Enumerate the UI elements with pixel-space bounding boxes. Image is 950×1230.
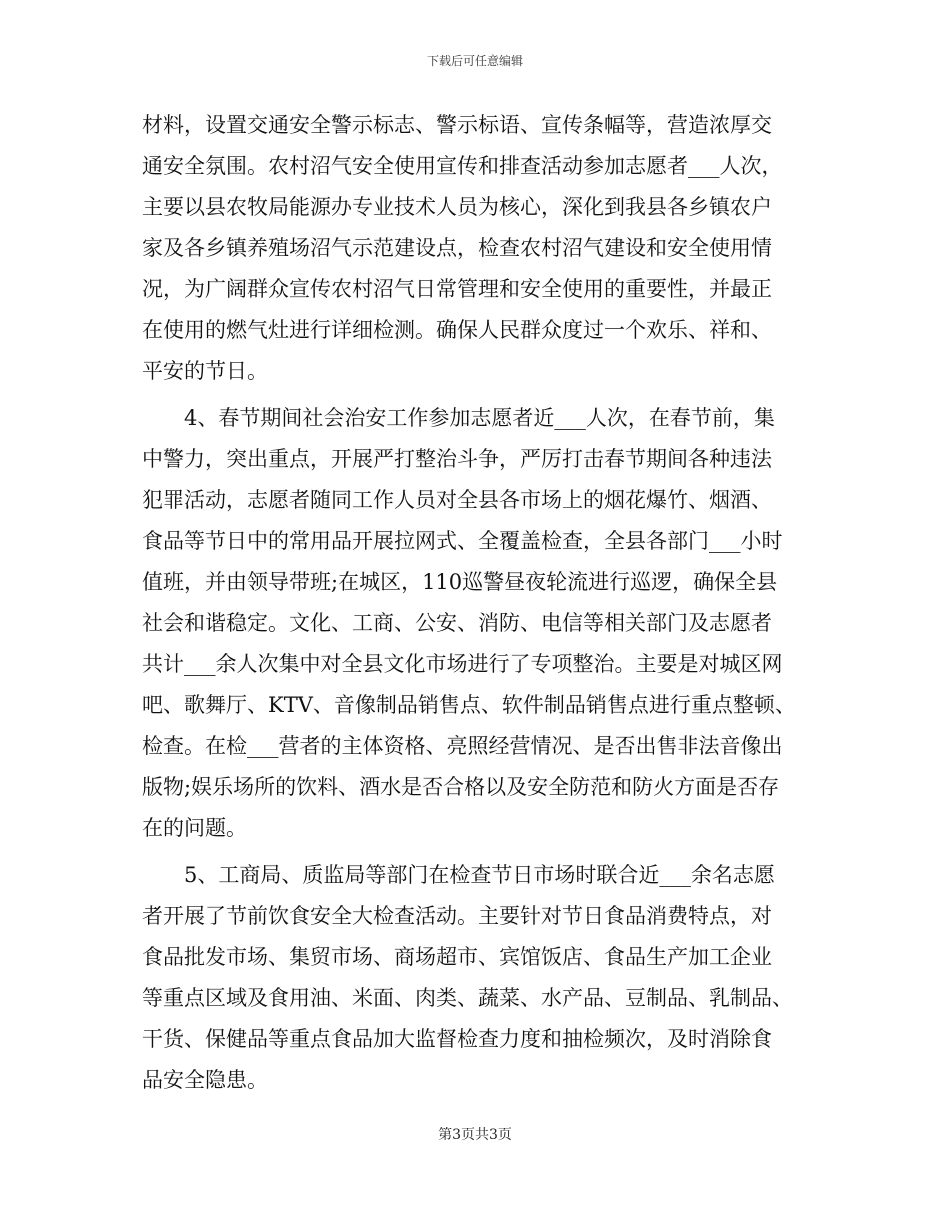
document-body (142, 105, 812, 1101)
text-line: 材料，设置交通安全警示标志、警示标语、宣传条幅等，营造浓厚交 (142, 113, 772, 137)
text-line: 中警力，突出重点，开展严打整治斗争，严厉打击春节期间各种违法 (142, 447, 772, 471)
text-line: 共计___余人次集中对全县文化市场进行了专项整治。主要是对城区网 (142, 652, 783, 676)
paragraph (142, 105, 812, 392)
text-line: 干货、保健品等重点食品加大监督检查力度和抽检频次，及时消除食 (142, 1027, 772, 1051)
text-line: 通安全氛围。农村沼气安全使用宣传和排查活动参加志愿者___人次， (142, 154, 783, 178)
text-line: 品安全隐患。 (142, 1068, 268, 1092)
text-line: 值班，并由领导带班;在城区，110巡警昼夜轮流进行巡逻，确保全县 (142, 570, 778, 594)
page-footer: 第3页共3页 (438, 1127, 512, 1143)
text-line: 吧、歌舞厅、KTV、音像制品销售点、软件制品销售点进行重点整顿、 (142, 693, 796, 717)
text-line: 平安的节日。 (142, 359, 268, 383)
text-line: 5、工商局、质监局等部门在检查节日市场时联合近___余名志愿 (142, 863, 775, 887)
text-line: 犯罪活动，志愿者随同工作人员对全县各市场上的烟花爆竹、烟酒、 (142, 488, 772, 512)
text-line: 者开展了节前饮食安全大检查活动。主要针对节日食品消费特点，对 (142, 904, 772, 928)
text-line: 版物;娱乐场所的饮料、酒水是否合格以及安全防范和防火方面是否存 (142, 775, 780, 799)
text-line: 4、春节期间社会治安工作参加志愿者近___人次，在春节前，集 (142, 406, 775, 430)
text-line: 主要以县农牧局能源办专业技术人员为核心，深化到我县各乡镇农户 (142, 195, 772, 219)
text-line: 食品等节日中的常用品开展拉网式、全覆盖检查，全县各部门___小时 (142, 529, 783, 553)
paragraph (142, 398, 812, 849)
text-line: 等重点区域及食用油、米面、肉类、蔬菜、水产品、豆制品、乳制品、 (142, 986, 793, 1010)
text-line: 检查。在检___营者的主体资格、亮照经营情况、是否出售非法音像出 (142, 734, 783, 758)
text-line: 况，为广阔群众宣传农村沼气日常管理和安全使用的重要性，并最正 (142, 277, 772, 301)
text-line: 食品批发市场、集贸市场、商场超市、宾馆饭店、食品生产加工企业 (142, 945, 772, 969)
page-header: 下载后可任意编辑 (426, 54, 523, 68)
paragraph (142, 855, 812, 1101)
text-line: 家及各乡镇养殖场沼气示范建设点，检查农村沼气建设和安全使用情 (142, 236, 772, 260)
text-line: 在使用的燃气灶进行详细检测。确保人民群众度过一个欢乐、祥和、 (142, 318, 772, 342)
text-line: 在的问题。 (142, 816, 247, 840)
text-line: 社会和谐稳定。文化、工商、公安、消防、电信等相关部门及志愿者 (142, 611, 772, 635)
